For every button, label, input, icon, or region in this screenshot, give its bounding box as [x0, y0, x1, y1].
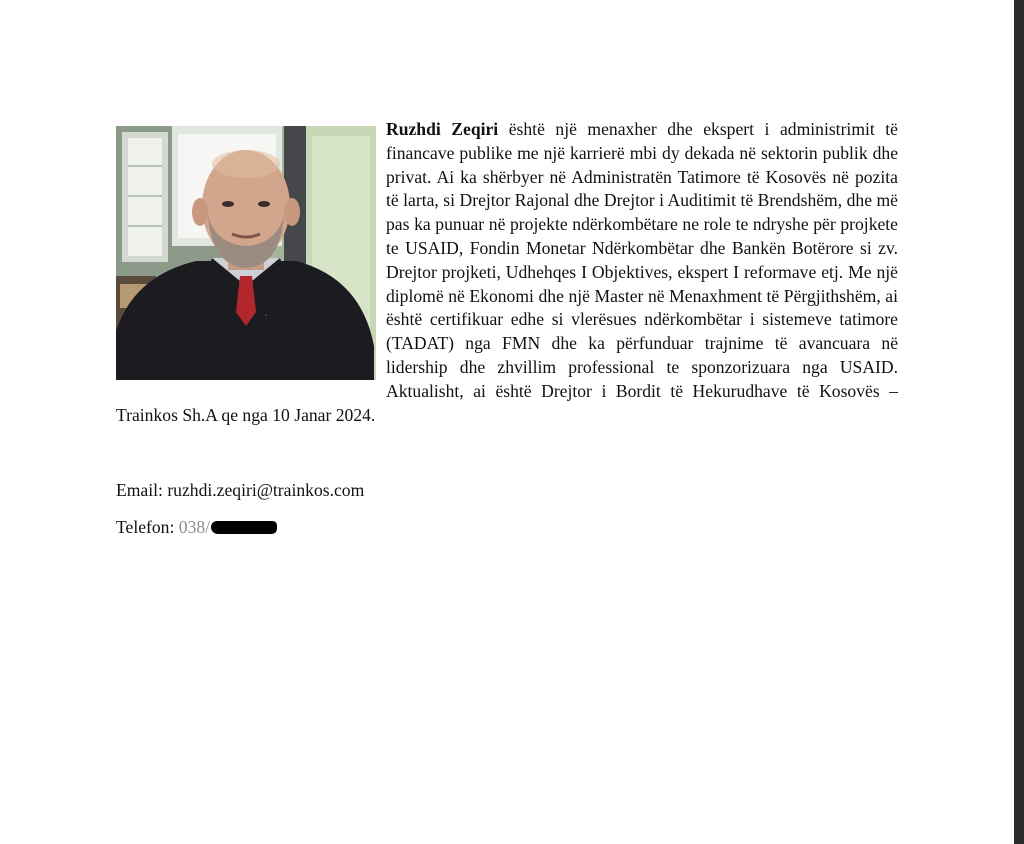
person-name: Ruzhdi Zeqiri	[386, 119, 499, 139]
bio-paragraph	[116, 118, 898, 427]
window-edge	[1014, 0, 1024, 844]
phone-line	[116, 516, 277, 538]
email-line	[116, 479, 364, 501]
portrait-photo	[116, 126, 376, 380]
phone-value: 038/	[178, 517, 211, 537]
bio-text: është një menaxher dhe ekspert i administrimit të financave publike me një karrierë mbi dy dekada në sektorin publik dhe privat. Ai ka shërbyer në Administratën Tatimore të Kosovës në pozita të larta, si Drejtor Rajonal dhe Drejtor i Auditimit të Brendshëm, dhe më pas ka punuar në projekte ndërkombëtare ne role te ndryshe për projkete te USAID, Fondin Monetar Ndërkombëtar dhe Bankën Botërore si zv. Drejtor projketi, Udhehqes I Objektives, ekspert I reformave etj. Me një diplomë në Ekonomi dhe një Master në Menaxhment të Përgjithshëm, ai është certifikuar edhe si vlerësues ndërkombëtar i sistemeve tatimore (TADAT) nga FMN dhe ka përfunduar trajnime të avancuara në lidership dhe zhvillim professional te sponzorizuara nga USAID. Aktualisht, ai është Drejtor i Bordit të Hekurudhave të Kosovës – Trainkos Sh.A qe nga 10 Janar 2024.	[116, 119, 898, 425]
redaction-mark	[211, 521, 277, 534]
email-value[interactable]: ruzhdi.zeqiri@trainkos.com	[167, 480, 365, 500]
email-label: Email:	[116, 480, 168, 500]
phone-label: Telefon:	[116, 517, 179, 537]
